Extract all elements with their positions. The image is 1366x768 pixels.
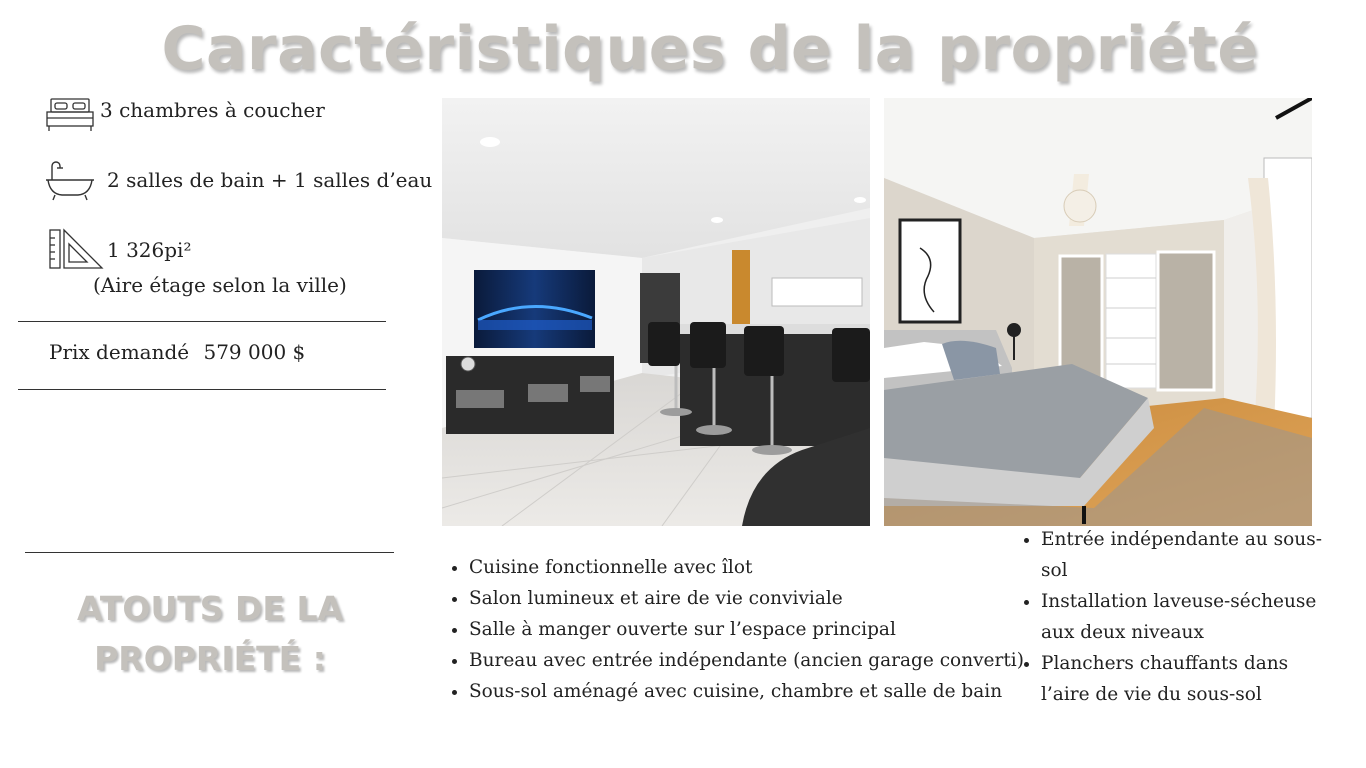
living-kitchen-photo [442, 98, 870, 526]
list-item: • Entrée indépendante au sous-sol [1041, 524, 1341, 586]
feature-bathrooms [44, 160, 434, 202]
bed-icon [46, 98, 94, 132]
list-item: • Installation laveuse-sécheuse aux deux niveaux [1041, 586, 1341, 648]
bathtub-icon [44, 160, 96, 202]
price-value: 579 000 $ [203, 340, 306, 364]
bullets-left [443, 552, 1039, 707]
page-title: Caractéristiques de la propriété [161, 14, 1259, 84]
price-label: Prix demandé [49, 340, 190, 364]
bedroom-photo [884, 98, 1312, 526]
atouts-heading-line1: ATOUTS DE LA [76, 589, 344, 628]
list-item: • Salle à manger ouverte sur l’espace principal [469, 614, 1039, 645]
list-item: • Sous-sol aménagé avec cuisine, chambre et salle de bain [469, 676, 1039, 707]
list-item: • Salon lumineux et aire de vie conviviale [469, 583, 1039, 614]
feature-area [48, 228, 388, 302]
bedrooms-text: 3 chambres à coucher [100, 98, 325, 122]
price-row [49, 340, 305, 364]
list-item: • Cuisine fonctionnelle avec îlot [469, 552, 1039, 583]
divider-atouts [25, 552, 394, 553]
area-note: (Aire étage selon la ville) [93, 273, 347, 297]
bullets-right [1015, 524, 1341, 710]
ruler-square-icon [48, 228, 106, 270]
area-text: 1 326pi² [107, 238, 192, 262]
bathrooms-text: 2 salles de bain + 1 salles d’eau [107, 168, 433, 192]
divider-bottom [18, 389, 386, 390]
atouts-heading [20, 584, 400, 684]
feature-bedrooms [46, 98, 426, 132]
divider-top [18, 321, 386, 322]
list-item: • Planchers chauffants dans l’aire de vie du sous-sol [1041, 648, 1341, 710]
list-item: • Bureau avec entrée indépendante (ancien garage converti) [469, 645, 1039, 676]
atouts-heading-line2: PROPRIÉTÉ : [94, 639, 326, 678]
